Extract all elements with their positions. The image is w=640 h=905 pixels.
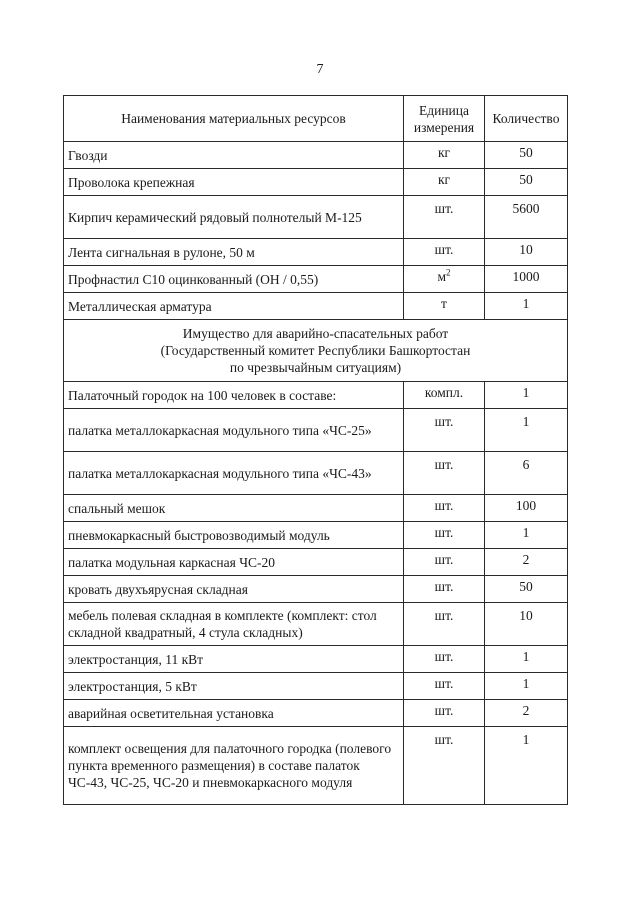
unit-superscript: 2 — [446, 267, 451, 278]
table-row — [64, 452, 568, 495]
row-name: мебель полевая складная в комплекте (комплект: стол складной квадратный, 4 стула складных) — [64, 603, 404, 646]
row-name: спальный мешок — [64, 495, 404, 522]
row-name: Гвозди — [64, 142, 404, 169]
table-row — [64, 576, 568, 603]
row-name: Кирпич керамический рядовый полнотелый М-125 — [64, 196, 404, 239]
row-unit: шт. — [404, 196, 485, 239]
table-row — [64, 522, 568, 549]
row-name: аварийная осветительная установка — [64, 700, 404, 727]
table-row — [64, 409, 568, 452]
resources-table — [63, 95, 568, 805]
row-quantity: 100 — [485, 495, 568, 522]
row-unit: кг — [404, 142, 485, 169]
table-row — [64, 646, 568, 673]
table-row — [64, 495, 568, 522]
row-name: Профнастил С10 оцинкованный (ОН / 0,55) — [64, 266, 404, 293]
row-quantity: 10 — [485, 603, 568, 646]
row-name: палатка модульная каркасная ЧС-20 — [64, 549, 404, 576]
row-quantity: 50 — [485, 576, 568, 603]
table-row — [64, 727, 568, 805]
table-row — [64, 673, 568, 700]
table-row — [64, 549, 568, 576]
row-name: палатка металлокаркасная модульного типа «ЧС-25» — [64, 409, 404, 452]
table-row — [64, 239, 568, 266]
section-line-3: по чрезвычайным ситуациям) — [229, 360, 402, 375]
row-quantity: 1000 — [485, 266, 568, 293]
table-row — [64, 169, 568, 196]
row-quantity: 1 — [485, 382, 568, 409]
table-row — [64, 700, 568, 727]
section-line-2: (Государственный комитет Республики Башкортостан — [160, 343, 471, 358]
row-quantity: 5600 — [485, 196, 568, 239]
table-row — [64, 382, 568, 409]
row-name: кровать двухъярусная складная — [64, 576, 404, 603]
row-unit: шт. — [404, 646, 485, 673]
row-unit: компл. — [404, 382, 485, 409]
table-row — [64, 266, 568, 293]
unit-text: м — [437, 269, 447, 284]
section-line-1: Имущество для аварийно-спасательных работ — [182, 326, 449, 341]
row-name: комплект освещения для палаточного городка (полевого пункта временного размещения) в составе палаток ЧС-43, ЧС-25, ЧС-20 и пневмокаркасного модуля — [64, 727, 404, 805]
row-quantity: 1 — [485, 522, 568, 549]
row-quantity: 1 — [485, 646, 568, 673]
header-quantity: Количество — [485, 96, 568, 142]
row-unit — [404, 266, 485, 293]
row-unit: шт. — [404, 549, 485, 576]
row-name: электростанция, 5 кВт — [64, 673, 404, 700]
row-unit: шт. — [404, 522, 485, 549]
row-unit: шт. — [404, 673, 485, 700]
row-name: пневмокаркасный быстровозводимый модуль — [64, 522, 404, 549]
row-name: электростанция, 11 кВт — [64, 646, 404, 673]
row-unit: шт. — [404, 576, 485, 603]
section-header — [64, 320, 568, 382]
header-unit: Единица измерения — [404, 96, 485, 142]
row-quantity: 50 — [485, 142, 568, 169]
row-quantity: 10 — [485, 239, 568, 266]
table-row — [64, 293, 568, 320]
table-header-row — [64, 96, 568, 142]
row-unit: шт. — [404, 409, 485, 452]
row-unit: шт. — [404, 239, 485, 266]
table-row — [64, 142, 568, 169]
row-quantity: 50 — [485, 169, 568, 196]
row-unit: шт. — [404, 603, 485, 646]
row-quantity: 2 — [485, 549, 568, 576]
row-unit: шт. — [404, 495, 485, 522]
row-unit: шт. — [404, 700, 485, 727]
row-unit: т — [404, 293, 485, 320]
row-quantity: 6 — [485, 452, 568, 495]
row-unit: шт. — [404, 727, 485, 805]
header-name: Наименования материальных ресурсов — [64, 96, 404, 142]
row-unit: шт. — [404, 452, 485, 495]
row-name: Проволока крепежная — [64, 169, 404, 196]
row-name: Металлическая арматура — [64, 293, 404, 320]
row-quantity: 2 — [485, 700, 568, 727]
row-name: Палаточный городок на 100 человек в составе: — [64, 382, 404, 409]
table-row — [64, 603, 568, 646]
row-quantity: 1 — [485, 293, 568, 320]
row-quantity: 1 — [485, 727, 568, 805]
row-name: палатка металлокаркасная модульного типа «ЧС-43» — [64, 452, 404, 495]
row-quantity: 1 — [485, 409, 568, 452]
section-header-row — [64, 320, 568, 382]
page-number: 7 — [316, 62, 324, 77]
row-quantity: 1 — [485, 673, 568, 700]
row-name: Лента сигнальная в рулоне, 50 м — [64, 239, 404, 266]
table-row — [64, 196, 568, 239]
row-unit: кг — [404, 169, 485, 196]
